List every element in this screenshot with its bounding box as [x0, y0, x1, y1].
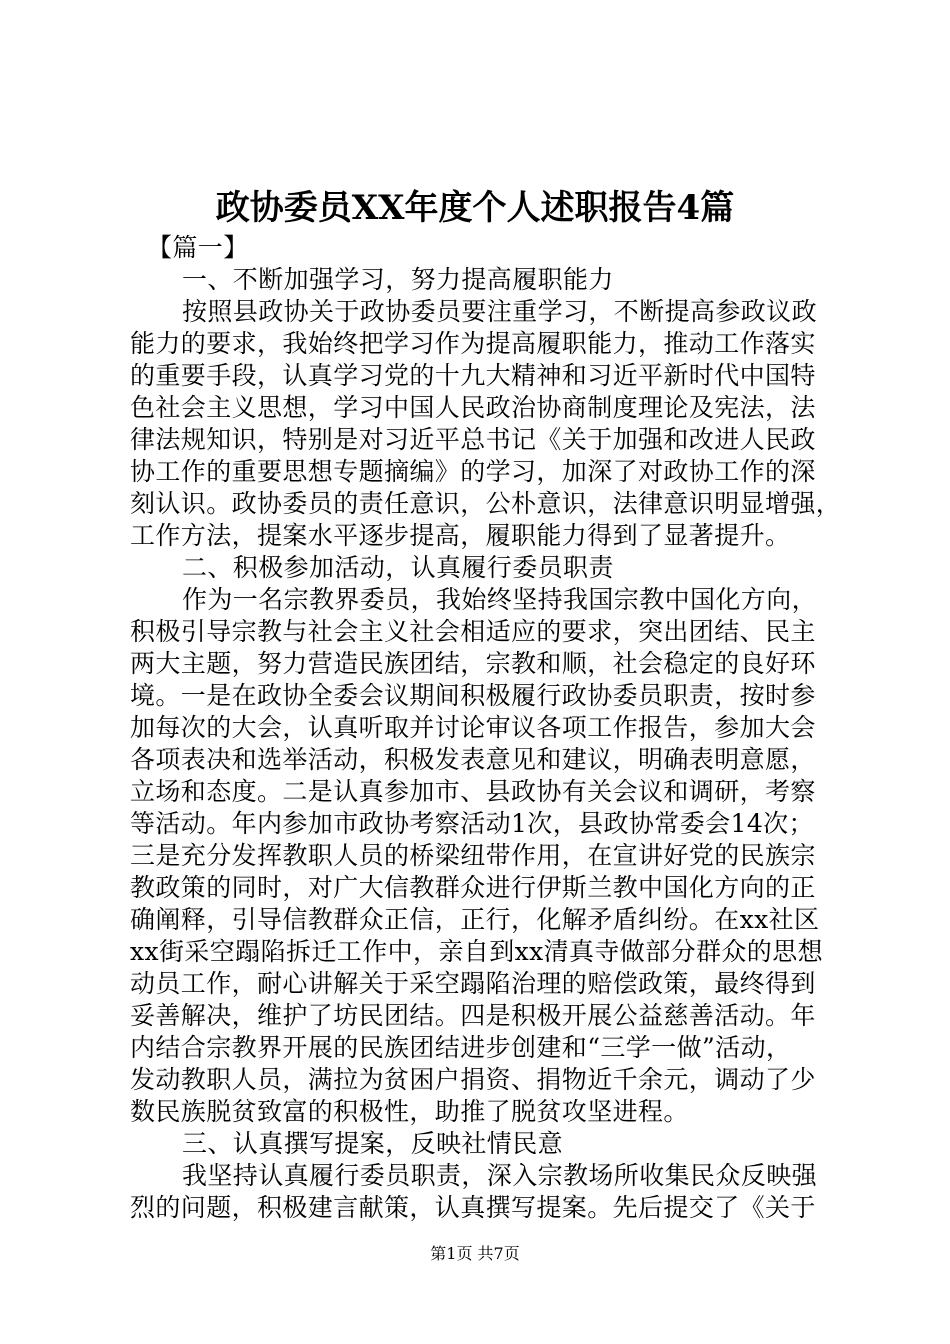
paragraph-line: 作为一名宗教界委员，我始终坚持我国宗教中国化方向，	[182, 585, 818, 614]
paragraph-line: 妥善解决，维护了坊民团结。四是积极开展公益慈善活动。年	[130, 1001, 816, 1030]
paragraph-line: 教政策的同时，对广大信教群众进行伊斯兰教中国化方向的正	[130, 873, 816, 902]
paragraph-line: 能力的要求，我始终把学习作为提高履职能力，推动工作落实	[130, 329, 816, 358]
paragraph-line: 境。一是在政协全委会议期间积极履行政协委员职责，按时参	[130, 681, 816, 710]
paragraph-line: 我坚持认真履行委员职责，深入宗教场所收集民众反映强	[182, 1161, 818, 1190]
section-heading: 一、不断加强学习，努力提高履职能力	[182, 265, 614, 294]
paragraph-line: 积极引导宗教与社会主义社会相适应的要求，突出团结、民主	[130, 617, 816, 646]
paragraph-line: 数民族脱贫致富的积极性，助推了脱贫攻坚进程。	[130, 1097, 689, 1126]
document-title: 政协委员XX年度个人述职报告4篇	[215, 188, 735, 228]
document-body	[130, 232, 842, 1224]
paragraph-line: 各项表决和选举活动，积极发表意见和建议，明确表明意愿，	[130, 745, 816, 774]
paragraph-line: 三是充分发挥教职人员的桥梁纽带作用，在宣讲好党的民族宗	[130, 841, 816, 870]
section-label: 【篇一】	[147, 233, 249, 262]
paragraph-line: 协工作的重要思想专题摘编》的学习，加深了对政协工作的深	[130, 457, 816, 486]
paragraph-line: 动员工作，耐心讲解关于采空蹋陷治理的赔偿政策，最终得到	[130, 969, 816, 998]
section-heading: 二、积极参加活动，认真履行委员职责	[182, 553, 614, 582]
paragraph-line: xx街采空蹋陷拆迁工作中，亲自到xx清真寺做部分群众的思想	[130, 937, 823, 966]
paragraph-line: 按照县政协关于政协委员要注重学习，不断提高参政议政	[182, 297, 818, 326]
paragraph-line: 加每次的大会，认真听取并讨论审议各项工作报告，参加大会	[130, 713, 816, 742]
paragraph-line: 等活动。年内参加市政协考察活动1次，县政协常委会14次；	[130, 809, 814, 838]
paragraph-line: 内结合宗教界开展的民族团结进步创建和“三学一做”活动，	[130, 1033, 792, 1062]
paragraph-line: 刻认识。政协委员的责任意识，公朴意识，法律意识明显增强，	[130, 489, 842, 518]
page-footer: 第1页 共7页	[430, 1244, 520, 1263]
section-heading: 三、认真撰写提案，反映社情民意	[182, 1129, 564, 1158]
paragraph-line: 律法规知识，特别是对习近平总书记《关于加强和改进人民政	[130, 425, 816, 454]
paragraph-line: 色社会主义思想，学习中国人民政治协商制度理论及宪法，法	[130, 393, 816, 422]
paragraph-line: 确阐释，引导信教群众正信，正行，化解矛盾纠纷。在xx社区	[130, 905, 820, 934]
paragraph-line: 两大主题，努力营造民族团结，宗教和顺，社会稳定的良好环	[130, 649, 816, 678]
paragraph-line: 工作方法，提案水平逐步提高，履职能力得到了显著提升。	[130, 521, 791, 550]
paragraph-line: 的重要手段，认真学习党的十九大精神和习近平新时代中国特	[130, 361, 816, 390]
paragraph-line: 立场和态度。二是认真参加市、县政协有关会议和调研，考察	[130, 777, 816, 806]
paragraph-line: 烈的问题，积极建言献策，认真撰写提案。先后提交了《关于	[130, 1193, 816, 1222]
paragraph-line: 发动教职人员，满拉为贫困户捐资、捐物近千余元，调动了少	[130, 1065, 816, 1094]
